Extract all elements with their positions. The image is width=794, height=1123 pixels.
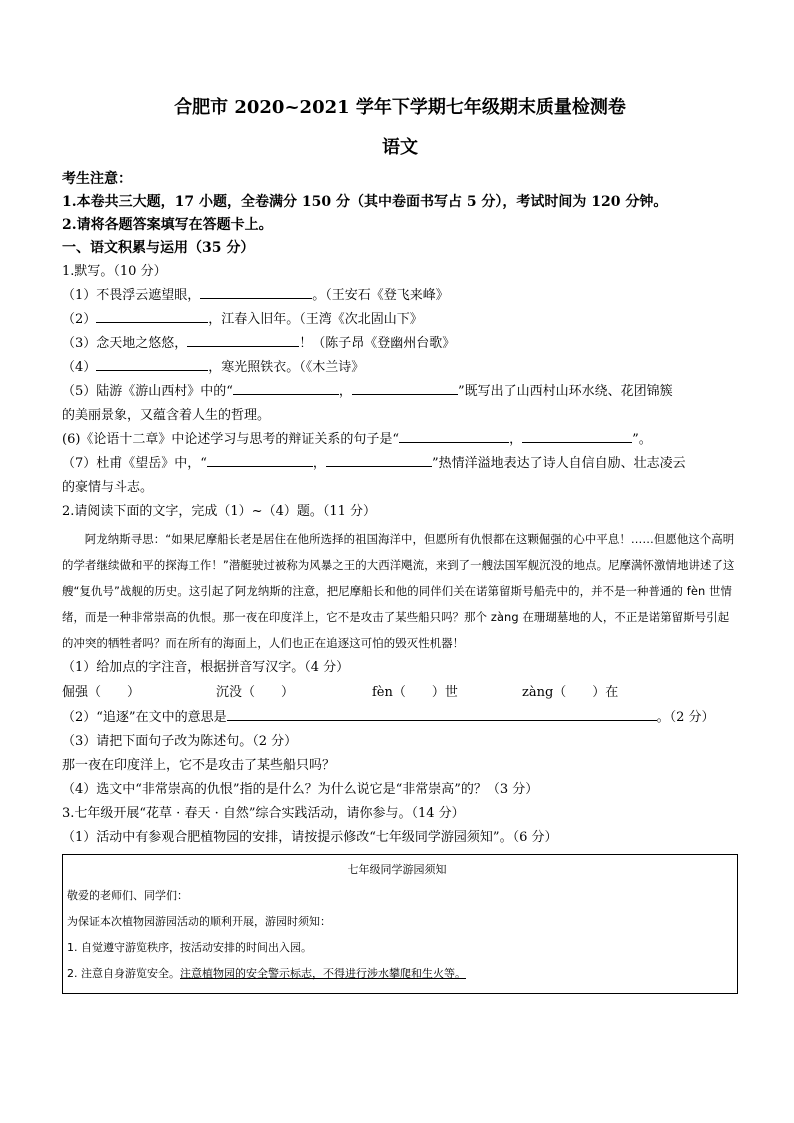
pinyin-item[interactable]: 沉没（ ） bbox=[216, 685, 295, 700]
answer-blank[interactable] bbox=[207, 452, 313, 467]
question-title: 2.请阅读下面的文字，完成（1）~（4）题。（11 分） bbox=[62, 504, 377, 519]
recitation-item: （5）陆游《游山西村》中的“ ， ”既写出了山西村山环水绕、花团锦簇 bbox=[62, 380, 738, 404]
reading-passage: 阿龙纳斯寻思：“如果尼摩船长老是居住在他所选择的祖国海洋中，但愿所有仇恨都在这颗倔强的心中平息！……但愿他这个高明的学者继续做和平的探海工作！”潜艇驶过被称为风暴之王的大西洋飓流，来到了一艘法国军舰沉没的地点。尼摩满怀激情地讲述了这艘“复仇号”战舰的历史。这引起了阿龙纳斯的注意，把尼摩船长和他的同伴们关在诺第留斯号船壳中的，并不是一种普通的 fèn 世情绪，而是一种非常崇高的仇恨。那一夜在印度洋上，它不是攻击了某些船只吗？那个 zàng 在珊瑚墓地的人，不正是诺第留斯号引起的冲突的牺牲者吗？而在所有的海面上，人们也正在追逐这可怕的毁灭性机器！ bbox=[62, 532, 735, 650]
recitation-item: （3）念天地之悠悠， ！（陈子昂《登幽州台歌》 bbox=[62, 332, 738, 356]
notice-title: 七年级同学游园须知 bbox=[347, 863, 447, 876]
pinyin-item[interactable]: 倔强（ ） bbox=[62, 685, 141, 700]
instructions-heading: 考生注意： bbox=[62, 171, 132, 187]
answer-blank[interactable] bbox=[200, 284, 312, 299]
notice-greeting: 敬爱的老师们、同学们： bbox=[67, 889, 188, 902]
instruction-item: 1.本卷共三大题，17 小题，全卷满分 150 分（其中卷面书写占 5 分），考试时间为 120 分钟。 bbox=[62, 194, 668, 210]
recitation-item-continued: 的美丽景象，又蕴含着人生的哲理。 bbox=[62, 408, 271, 423]
question-title: 1.默写。（10 分） bbox=[62, 264, 167, 279]
sub-question: （1）给加点的字注音，根据拼音写汉字。（4 分） bbox=[62, 660, 350, 675]
subject-title: 语文 bbox=[382, 137, 418, 158]
underlined-sentence: 注意植物园的安全警示标志，不得进行涉水攀爬和生火等。 bbox=[180, 967, 466, 980]
answer-blank[interactable] bbox=[96, 308, 208, 323]
question-title: 3.七年级开展“花草 · 春天 · 自然”综合实践活动，请你参与。（14 分） bbox=[62, 806, 465, 821]
recitation-item: (6)《论语十二章》中论述学习与思考的辩证关系的句子是“ ， ”。 bbox=[62, 428, 738, 452]
answer-blank[interactable] bbox=[233, 380, 339, 395]
recitation-item: （1）不畏浮云遮望眼， 。（王安石《登飞来峰》 bbox=[62, 284, 738, 308]
pinyin-item[interactable]: zàng（ ）在 bbox=[522, 685, 619, 700]
pinyin-item[interactable]: fèn（ ）世 bbox=[372, 685, 458, 700]
exam-page bbox=[62, 96, 738, 994]
sub-question: （2）“追逐”在文中的意思是 。（2 分） bbox=[62, 706, 738, 730]
notice-rule: 1. 自觉遵守游览秩序，按活动安排的时间出入园。 bbox=[67, 941, 312, 954]
recitation-item: （4） ，寒光照铁衣。（《木兰诗》 bbox=[62, 356, 738, 380]
recitation-item: （7）杜甫《望岳》中，“ ， ”热情洋溢地表达了诗人自信自励、壮志凌云 bbox=[62, 452, 738, 476]
section-heading: 一、语文积累与运用（35 分） bbox=[62, 240, 255, 256]
notice-intro: 为保证本次植物园游园活动的顺利开展，游园时须知： bbox=[67, 915, 331, 928]
instruction-item: 2.请将各题答案填写在答题卡上。 bbox=[62, 217, 273, 233]
sub-question: （3）请把下面句子改为陈述句。（2 分） bbox=[62, 734, 298, 749]
answer-blank[interactable] bbox=[399, 428, 509, 443]
sub-question: （4）选文中“非常崇高的仇恨”指的是什么？为什么说它是“非常崇高”的？（3 分） bbox=[62, 782, 539, 797]
answer-blank[interactable] bbox=[326, 452, 432, 467]
sentence-to-rewrite: 那一夜在印度洋上，它不是攻击了某些船只吗？ bbox=[62, 758, 336, 773]
answer-blank[interactable] bbox=[187, 332, 299, 347]
notice-rule: 2. 注意自身游览安全。注意植物园的安全警示标志，不得进行涉水攀爬和生火等。 bbox=[67, 967, 466, 980]
recitation-item-continued: 的豪情与斗志。 bbox=[62, 480, 154, 495]
answer-blank[interactable] bbox=[352, 380, 458, 395]
answer-blank[interactable] bbox=[522, 428, 632, 443]
sub-question: （1）活动中有参观合肥植物园的安排，请按提示修改“七年级同学游园须知”。（6 分） bbox=[62, 830, 558, 845]
pinyin-row bbox=[62, 680, 738, 706]
answer-blank[interactable] bbox=[227, 706, 657, 721]
notice-box bbox=[62, 854, 738, 994]
exam-title: 合肥市 2020~2021 学年下学期七年级期末质量检测卷 bbox=[174, 97, 626, 118]
recitation-item: （2） ，江春入旧年。（王湾《次北固山下》 bbox=[62, 308, 738, 332]
answer-blank[interactable] bbox=[96, 356, 208, 371]
